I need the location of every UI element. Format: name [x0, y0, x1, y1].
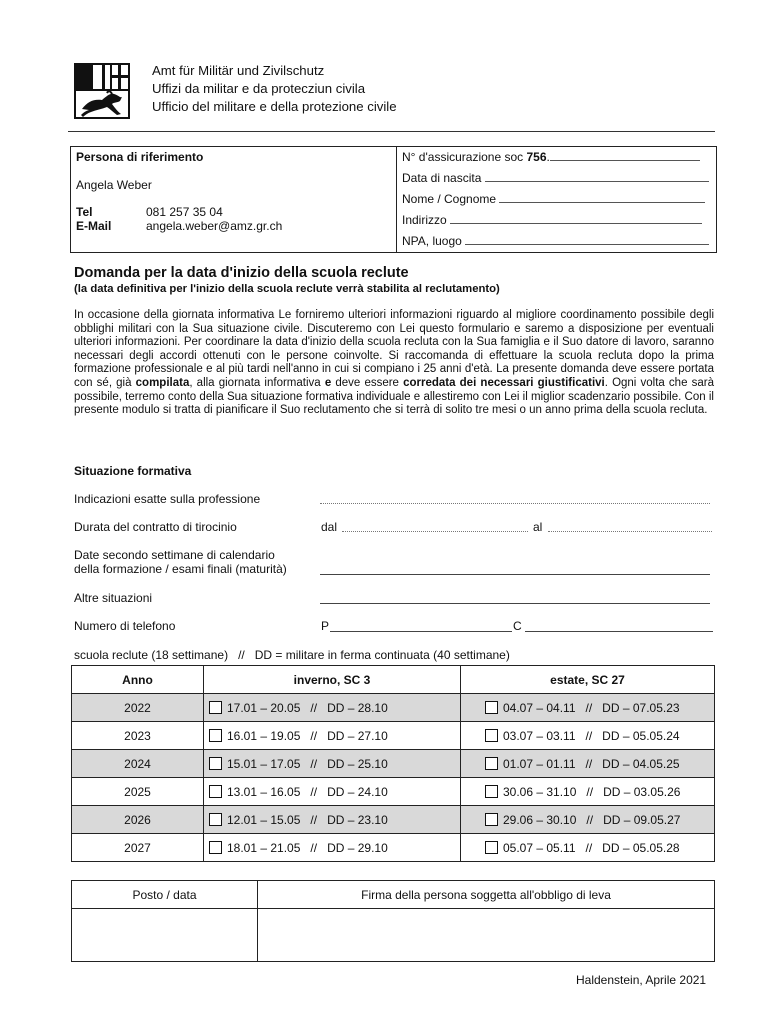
winter-checkbox[interactable]	[209, 813, 222, 826]
page-subtitle: (la data definitiva per l'inizio della scuola reclute verrà stabilita al reclutamento)	[74, 283, 500, 295]
summer-checkbox[interactable]	[485, 785, 498, 798]
summer-checkbox[interactable]	[485, 701, 498, 714]
address-field[interactable]	[402, 213, 702, 227]
contract-to-label: al	[533, 520, 543, 534]
summer-option-cell	[461, 778, 715, 806]
summer-dates: 29.06 – 30.10 // DD – 09.05.27	[503, 812, 681, 827]
header-year: Anno	[72, 666, 204, 694]
schedule-caption: scuola reclute (18 settimane) // DD = militare in ferma continuata (40 settimane)	[74, 648, 510, 662]
schedule-year: 2025	[72, 778, 204, 806]
intro-text-2: , alla giornata informativa	[189, 376, 325, 389]
phone-mobile-input-line[interactable]	[525, 619, 713, 632]
winter-dates: 16.01 – 19.05 // DD – 27.10	[227, 728, 388, 743]
winter-dates: 18.01 – 21.05 // DD – 29.10	[227, 840, 388, 855]
situation-heading: Situazione formativa	[74, 464, 192, 478]
profession-label: Indicazioni esatte sulla professione	[74, 492, 261, 506]
weeks-label-line2: della formazione / esami finali (maturità)	[74, 562, 287, 576]
summer-option-cell	[461, 834, 715, 862]
tel-label: Tel	[76, 205, 93, 219]
winter-dates: 13.01 – 16.05 // DD – 24.10	[227, 784, 388, 799]
contract-to-input-line[interactable]	[548, 519, 712, 532]
header-line-it: Ufficio del militare e della protezione civile	[152, 99, 397, 114]
email-value: angela.weber@amz.gr.ch	[146, 219, 283, 233]
signature-field[interactable]	[258, 909, 715, 962]
header-line-rm: Uffizi da militar e da protecziun civila	[152, 81, 366, 96]
intro-text-3: deve essere	[331, 376, 404, 389]
city-label: NPA, luogo	[402, 234, 462, 248]
schedule-table	[71, 665, 715, 862]
tel-value: 081 257 35 04	[146, 205, 223, 219]
winter-checkbox[interactable]	[209, 701, 222, 714]
profession-input-line[interactable]	[320, 491, 710, 504]
summer-dates: 01.07 – 01.11 // DD – 04.05.25	[503, 756, 680, 771]
name-field[interactable]	[402, 192, 705, 206]
insurance-label: N° d'assicurazione soc	[402, 150, 524, 164]
place-date-header: Posto / data	[72, 881, 258, 909]
intro-text-4: . Ogni volta che sarà possibile, terremo conto della Sua situazione formativa individuale e allestiremo con Lei il miglior scadenzario possibile. Con il presente modulo si tratta di pianificare il Suo reclutamento che si terrà di solito tre mesi o un anno prima della scuola recluta.	[74, 376, 714, 417]
schedule-row	[72, 694, 715, 722]
winter-checkbox[interactable]	[209, 785, 222, 798]
birth-field[interactable]	[402, 171, 709, 185]
winter-option-cell	[204, 750, 461, 778]
contract-from-input-line[interactable]	[342, 519, 528, 532]
address-label: Indirizzo	[402, 213, 447, 227]
winter-dates: 12.01 – 15.05 // DD – 23.10	[227, 812, 388, 827]
schedule-row	[72, 722, 715, 750]
address-blank	[450, 213, 702, 224]
summer-option-cell	[461, 806, 715, 834]
summer-dates: 05.07 – 05.11 // DD – 05.05.28	[503, 840, 680, 855]
intro-paragraph	[74, 309, 714, 418]
header-divider	[68, 131, 715, 132]
weeks-input-line[interactable]	[320, 562, 710, 575]
canton-coat-of-arms-logo	[74, 63, 130, 119]
summer-option-cell	[461, 694, 715, 722]
signature-header: Firma della persona soggetta all'obbligo di leva	[258, 881, 715, 909]
signature-table	[71, 880, 715, 962]
city-field[interactable]	[402, 234, 709, 248]
schedule-year: 2022	[72, 694, 204, 722]
schedule-row	[72, 834, 715, 862]
insurance-prefix: 756	[526, 150, 547, 164]
phone-private-label: P	[321, 619, 330, 633]
winter-option-cell	[204, 778, 461, 806]
birth-blank	[485, 171, 709, 182]
schedule-row	[72, 750, 715, 778]
winter-option-cell	[204, 694, 461, 722]
schedule-year: 2026	[72, 806, 204, 834]
name-blank	[499, 192, 705, 203]
contact-info-box	[70, 146, 717, 253]
winter-dates: 15.01 – 17.05 // DD – 25.10	[227, 756, 388, 771]
schedule-header-row	[72, 666, 715, 694]
other-situations-input-line[interactable]	[320, 591, 710, 604]
summer-checkbox[interactable]	[485, 729, 498, 742]
header-summer: estate, SC 27	[461, 666, 715, 694]
place-date-field[interactable]	[72, 909, 258, 962]
header-line-de: Amt für Militär und Zivilschutz	[152, 63, 325, 78]
contact-heading: Persona di riferimento	[76, 150, 204, 164]
contract-from-label: dal	[321, 520, 338, 534]
contract-label: Durata del contratto di tirocinio	[74, 520, 237, 534]
summer-dates: 04.07 – 04.11 // DD – 07.05.23	[503, 700, 680, 715]
summer-option-cell	[461, 722, 715, 750]
summer-checkbox[interactable]	[485, 757, 498, 770]
intro-bold-compilata: compilata	[135, 376, 190, 389]
winter-option-cell	[204, 806, 461, 834]
schedule-row	[72, 778, 715, 806]
other-situations-label: Altre situazioni	[74, 591, 153, 605]
phone-label: Numero di telefono	[74, 619, 176, 633]
summer-dates: 03.07 – 03.11 // DD – 05.05.24	[503, 728, 680, 743]
winter-checkbox[interactable]	[209, 841, 222, 854]
contact-box-divider	[396, 147, 397, 252]
phone-mobile-label: C	[513, 619, 522, 633]
footer-place-date: Haldenstein, Aprile 2021	[576, 973, 707, 987]
phone-private-input-line[interactable]	[330, 619, 512, 632]
summer-dates: 30.06 – 31.10 // DD – 03.05.26	[503, 784, 681, 799]
contact-name: Angela Weber	[76, 178, 152, 192]
schedule-year: 2024	[72, 750, 204, 778]
insurance-field[interactable]	[402, 150, 700, 164]
winter-dates: 17.01 – 20.05 // DD – 28.10	[227, 700, 388, 715]
winter-option-cell	[204, 722, 461, 750]
insurance-blank	[550, 150, 700, 161]
schedule-year: 2023	[72, 722, 204, 750]
intro-bold-giustificativi: corredata dei necessari giustificativi	[403, 376, 605, 389]
winter-checkbox[interactable]	[209, 757, 222, 770]
city-blank	[465, 234, 709, 245]
schedule-row	[72, 806, 715, 834]
name-label: Nome / Cognome	[402, 192, 497, 206]
weeks-label-line1: Date secondo settimane di calendario	[74, 548, 275, 562]
summer-checkbox[interactable]	[485, 813, 498, 826]
insurance-dot: .	[546, 150, 550, 164]
birth-label: Data di nascita	[402, 171, 482, 185]
winter-option-cell	[204, 834, 461, 862]
header-winter: inverno, SC 3	[204, 666, 461, 694]
winter-checkbox[interactable]	[209, 729, 222, 742]
summer-option-cell	[461, 750, 715, 778]
intro-text-1: In occasione della giornata informativa Le forniremo ulteriori informazioni riguardo al migliore coordinamento possibile degli obblighi militari con la Sua situazione civile. Discuteremo con Lei questo formulario e saremo a disposizione per eventuali ulteriori informazioni. Per coordinare la data d'inizio della scuola recluta con la Sua famiglia e il Suo datore di lavoro, saranno necessari degli accordi ottenuti con le persone coinvolte. Si raccomanda di effettuare la scuola recluta dopo la prima formazione professionale e al più tardi nell'anno in cui si compiano i 25 anni d'età. La presente domanda deve essere portata con sé, già	[74, 309, 714, 389]
schedule-year: 2027	[72, 834, 204, 862]
intro-bold-e: e	[324, 376, 332, 389]
email-label: E-Mail	[76, 219, 112, 233]
summer-checkbox[interactable]	[485, 841, 498, 854]
page-title: Domanda per la data d'inizio della scuola reclute	[74, 265, 409, 281]
